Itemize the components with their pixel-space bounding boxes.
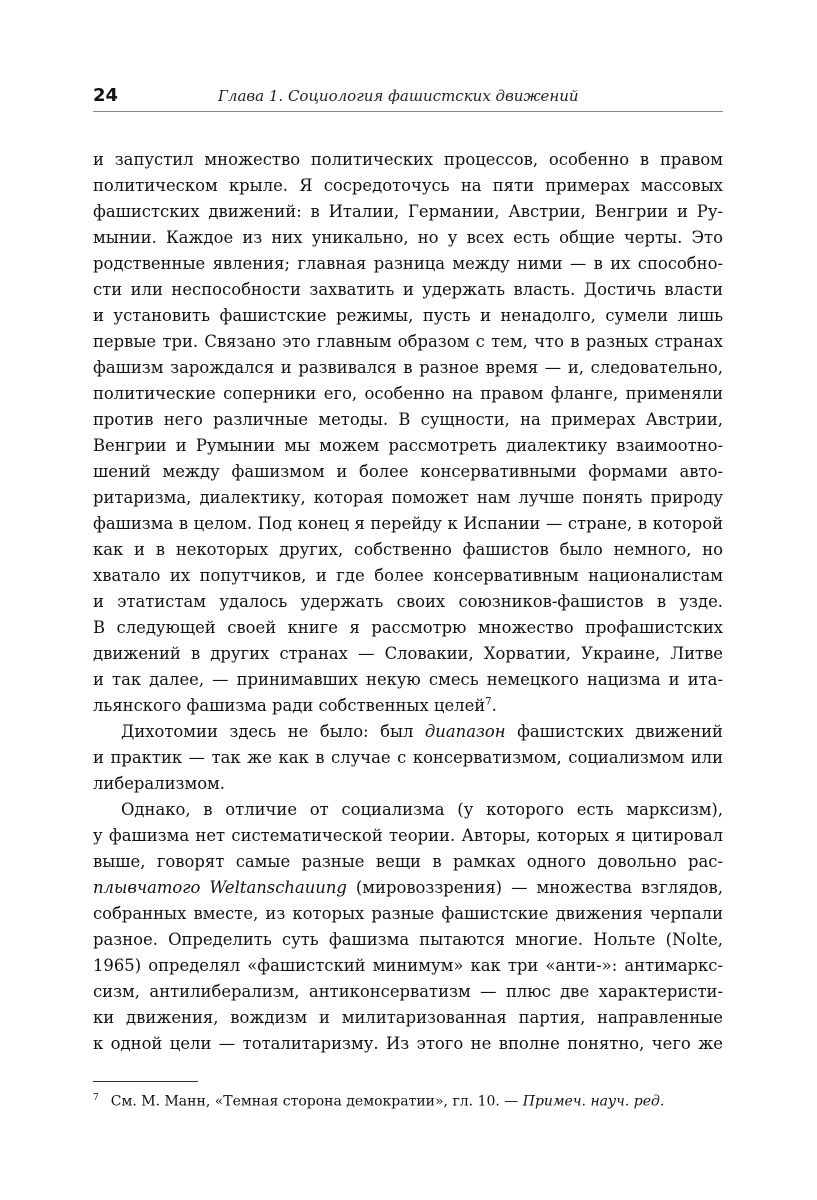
text-line: первые три. Связано это главным образом с тем, что в разных странах — [93, 332, 723, 351]
text-span: (мировоззрения) — множества взглядов, — [346, 878, 723, 897]
paragraph — [93, 147, 723, 719]
text-line: движений в других странах — Словакии, Хорватии, Украине, Литве — [93, 644, 723, 663]
text-line: и установить фашистские режимы, пусть и ненадолго, сумели лишь — [93, 306, 723, 325]
text-line: и этатистам удалось удержать своих союзников-фашистов в узде. — [93, 592, 723, 611]
text-line: либерализмом. — [93, 774, 226, 793]
text-line: выше, говорят самые разные вещи в рамках одного довольно рас- — [93, 852, 723, 871]
text-line: шений между фашизмом и более консервативными формами авто- — [93, 462, 723, 481]
text-line: фашизма в целом. Под конец я перейду к Испании — стране, в которой — [93, 514, 723, 533]
paragraph — [93, 797, 723, 1057]
text-line: сти или неспособности захватить и удержать власть. Достичь власти — [93, 280, 723, 299]
text-line — [93, 875, 723, 901]
text-line: родственные явления; главная разница между ними — в их способно- — [93, 254, 723, 273]
text-span: фашистских движений — [505, 722, 723, 741]
text-span: Дихотомии здесь не было: был — [121, 722, 425, 741]
text-line: и практик — так же как в случае с консерватизмом, социализмом или — [93, 748, 723, 767]
text-line: Венгрии и Румынии мы можем рассмотреть диалектику взаимоотно- — [93, 436, 723, 455]
text-line: и так далее, — принимавших некую смесь немецкого нацизма и ита- — [93, 670, 723, 689]
text-line: и запустил множество политических процессов, особенно в правом — [93, 150, 723, 169]
text-line: хватало их попутчиков, и где более консервативным националистам — [93, 566, 723, 585]
text-line: фашизм зарождался и развивался в разное время — и, следовательно, — [93, 358, 723, 377]
text-line: разное. Определить суть фашизма пытаются многие. Нольте (Nolte, — [93, 930, 723, 949]
footnote — [93, 1088, 723, 1112]
text-line: к одной цели — тоталитаризму. Из этого не вполне понятно, чего же — [93, 1034, 723, 1053]
text-line — [93, 719, 723, 745]
running-head: Глава 1. Социология фашистских движений — [218, 87, 579, 105]
text-line: ки движения, вождизм и милитаризованная партия, направленные — [93, 1008, 723, 1027]
page-number: 24 — [93, 85, 119, 106]
emphasis: диапазон — [424, 722, 506, 741]
text-line: мынии. Каждое из них уникально, но у всех есть общие черты. Это — [93, 228, 723, 247]
page-header — [93, 85, 723, 112]
text-line: льянского фашизма ради собственных целей$^7$. — [93, 696, 497, 715]
text-line: против него различные методы. В сущности, на примерах Австрии, — [93, 410, 723, 429]
footnote-reference[interactable]: 7 — [485, 696, 492, 708]
text-span: льянского фашизма ради собственных целей — [93, 696, 486, 715]
footnote-text: См. М. Манн, «Темная сторона демократии», гл. 10. — — [110, 1093, 523, 1110]
text-line: 1965) определял «фашистский минимум» как три «анти-»: антимаркс- — [93, 956, 723, 975]
footnote-rule — [93, 1081, 198, 1082]
emphasis: плывчатого Weltanschauung — [93, 878, 347, 897]
text-line: политическом крыле. Я сосредоточусь на пяти примерах массовых — [93, 176, 723, 195]
text-line: как и в некоторых других, собственно фашистов было немного, но — [93, 540, 723, 559]
footnote-italic: Примеч. науч. ред. — [522, 1093, 665, 1110]
body-text — [93, 147, 723, 1057]
text-line: Однако, в отличие от социализма (у которого есть марксизм), — [121, 800, 723, 819]
text-line: политические соперники его, особенно на правом фланге, применяли — [93, 384, 723, 403]
text-line: у фашизма нет систематической теории. Авторы, которых я цитировал — [93, 826, 723, 845]
footnote-mark: 7 — [93, 1093, 99, 1103]
text-line: сизм, антилиберализм, антиконсерватизм — плюс две характеристи- — [93, 982, 723, 1001]
text-line: фашистских движений: в Италии, Германии, Австрии, Венгрии и Ру- — [93, 202, 723, 221]
text-line: В следующей своей книге я рассмотрю множество профашистских — [93, 618, 723, 637]
text-line: собранных вместе, из которых разные фашистские движения черпали — [93, 904, 723, 923]
text-line: ритаризма, диалектику, которая поможет нам лучше понять природу — [93, 488, 723, 507]
paragraph — [93, 719, 723, 797]
